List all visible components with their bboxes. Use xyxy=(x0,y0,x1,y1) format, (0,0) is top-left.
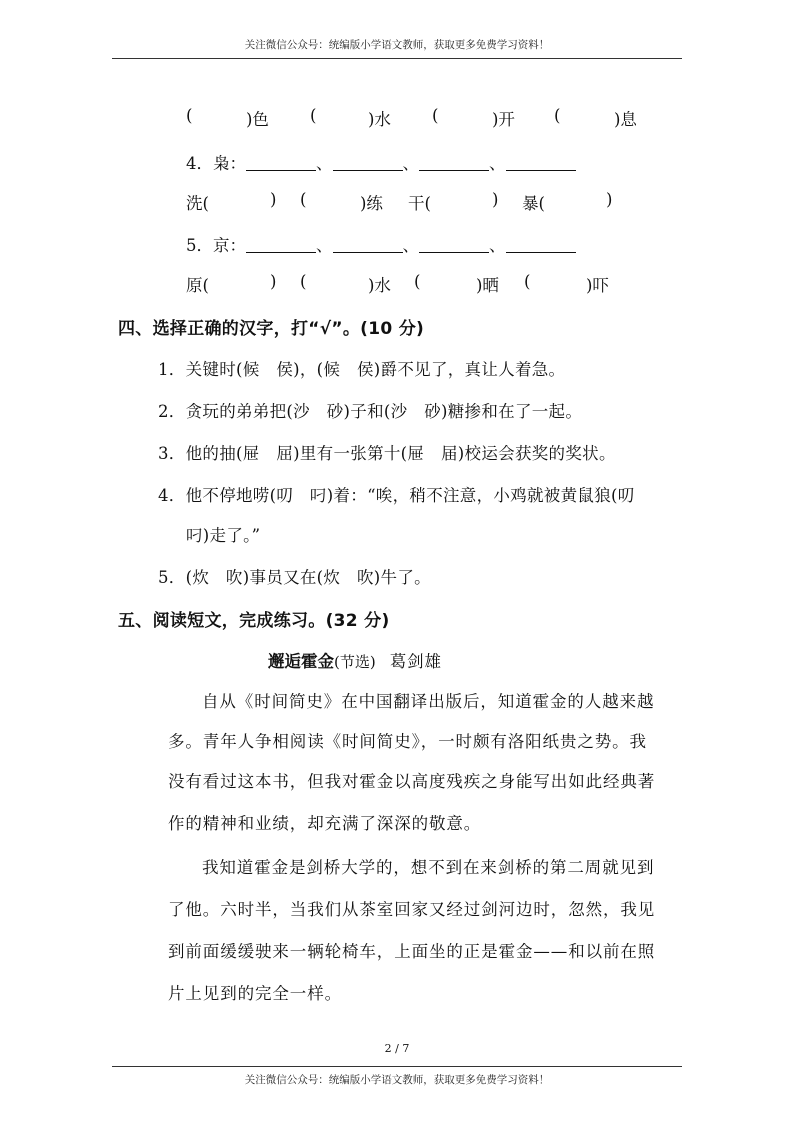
paren-open: ( xyxy=(310,106,317,125)
passage-line: 多。青年人争相阅读《时间简史》，一时颇有洛阳纸贵之势。我 xyxy=(168,732,647,751)
word-part: 原( xyxy=(186,276,209,295)
passage-title-note: (节选) xyxy=(334,653,376,671)
answer-blank[interactable] xyxy=(506,155,576,171)
footer-rule xyxy=(112,1066,682,1067)
answer-blank[interactable] xyxy=(246,237,316,253)
paren-close-char: )息 xyxy=(614,110,637,129)
word-part: )吓 xyxy=(586,276,609,295)
question-line: 4．他不停地唠(叨 叼)着：“唉，稍不注意，小鸡就被黄鼠狼(叨 xyxy=(158,486,635,505)
word-part: ) xyxy=(270,190,277,209)
passage-line: 到前面缓缓驶来一辆轮椅车，上面坐的正是霍金——和以前在照 xyxy=(168,942,656,961)
separator: 、 xyxy=(489,154,506,173)
question-line-continued: 叼)走了。” xyxy=(186,526,261,545)
paren-open: ( xyxy=(186,106,193,125)
passage-title-line xyxy=(268,648,442,672)
word-part: ( xyxy=(300,272,307,291)
question-line: 3．他的抽(屉 屈)里有一张第十(屉 届)校运会获奖的奖状。 xyxy=(158,444,616,463)
word-part: ) xyxy=(492,190,499,209)
word-part: ) xyxy=(270,272,277,291)
page-footer: 关注微信公众号：统编版小学语文教师，获取更多免费学习资料！ xyxy=(244,1074,550,1086)
passage-line: 没有看过这本书，但我对霍金以高度残疾之身能写出如此经典著 xyxy=(168,772,656,791)
paren-close-char: )开 xyxy=(492,110,515,129)
page-number: 2 / 7 xyxy=(384,1042,410,1055)
question-label: 5．京： xyxy=(186,236,246,255)
separator: 、 xyxy=(402,236,419,255)
paren-open: ( xyxy=(432,106,439,125)
answer-blank[interactable] xyxy=(506,237,576,253)
word-part: ( xyxy=(300,190,307,209)
word-part: )练 xyxy=(360,194,383,213)
word-part: ) xyxy=(606,190,613,209)
paren-open: ( xyxy=(554,106,561,125)
word-part: )水 xyxy=(368,276,391,295)
question-line: 2．贪玩的弟弟把(沙 砂)子和(沙 砂)糖掺和在了一起。 xyxy=(158,402,583,421)
question-line: 5．(炊 吹)事员又在(炊 吹)牛了。 xyxy=(158,568,431,587)
passage-line: 作的精神和业绩，却充满了深深的敬意。 xyxy=(168,814,482,833)
paren-close-char: )水 xyxy=(368,110,391,129)
passage-line: 自从《时间简史》在中国翻译出版后，知道霍金的人越来越 xyxy=(202,692,655,711)
separator: 、 xyxy=(316,236,333,255)
word-part: ( xyxy=(524,272,531,291)
question-line: 1．关键时(候 侯)，(候 侯)爵不见了，真让人着急。 xyxy=(158,360,566,379)
separator: 、 xyxy=(489,236,506,255)
word-part: 洗( xyxy=(186,194,209,213)
passage-title: 邂逅霍金 xyxy=(268,652,334,671)
answer-blank[interactable] xyxy=(333,155,403,171)
answer-blank[interactable] xyxy=(419,155,489,171)
header-rule xyxy=(112,58,682,59)
passage-line: 了他。六时半，当我们从茶室回家又经过剑河边时，忽然，我见 xyxy=(168,900,656,919)
word-part: ( xyxy=(414,272,421,291)
section-4-heading: 四、选择正确的汉字，打“√”。(10 分) xyxy=(118,319,425,339)
question-4-blanks xyxy=(186,150,576,174)
word-part: )晒 xyxy=(476,276,499,295)
answer-blank[interactable] xyxy=(419,237,489,253)
word-part: 干( xyxy=(408,194,431,213)
passage-line: 片上见到的完全一样。 xyxy=(168,984,342,1003)
separator: 、 xyxy=(316,154,333,173)
separator: 、 xyxy=(402,154,419,173)
paren-close-char: )色 xyxy=(246,110,269,129)
word-part: 暴( xyxy=(522,194,545,213)
page-header: 关注微信公众号：统编版小学语文教师，获取更多免费学习资料！ xyxy=(244,39,550,51)
answer-blank[interactable] xyxy=(246,155,316,171)
answer-blank[interactable] xyxy=(333,237,403,253)
passage-line: 我知道霍金是剑桥大学的，想不到在来剑桥的第二周就见到 xyxy=(202,858,655,877)
question-5-blanks xyxy=(186,232,576,256)
passage-author: 葛剑雄 xyxy=(389,652,442,671)
section-5-heading: 五、阅读短文，完成练习。(32 分) xyxy=(118,611,390,631)
question-label: 4．枭： xyxy=(186,154,246,173)
